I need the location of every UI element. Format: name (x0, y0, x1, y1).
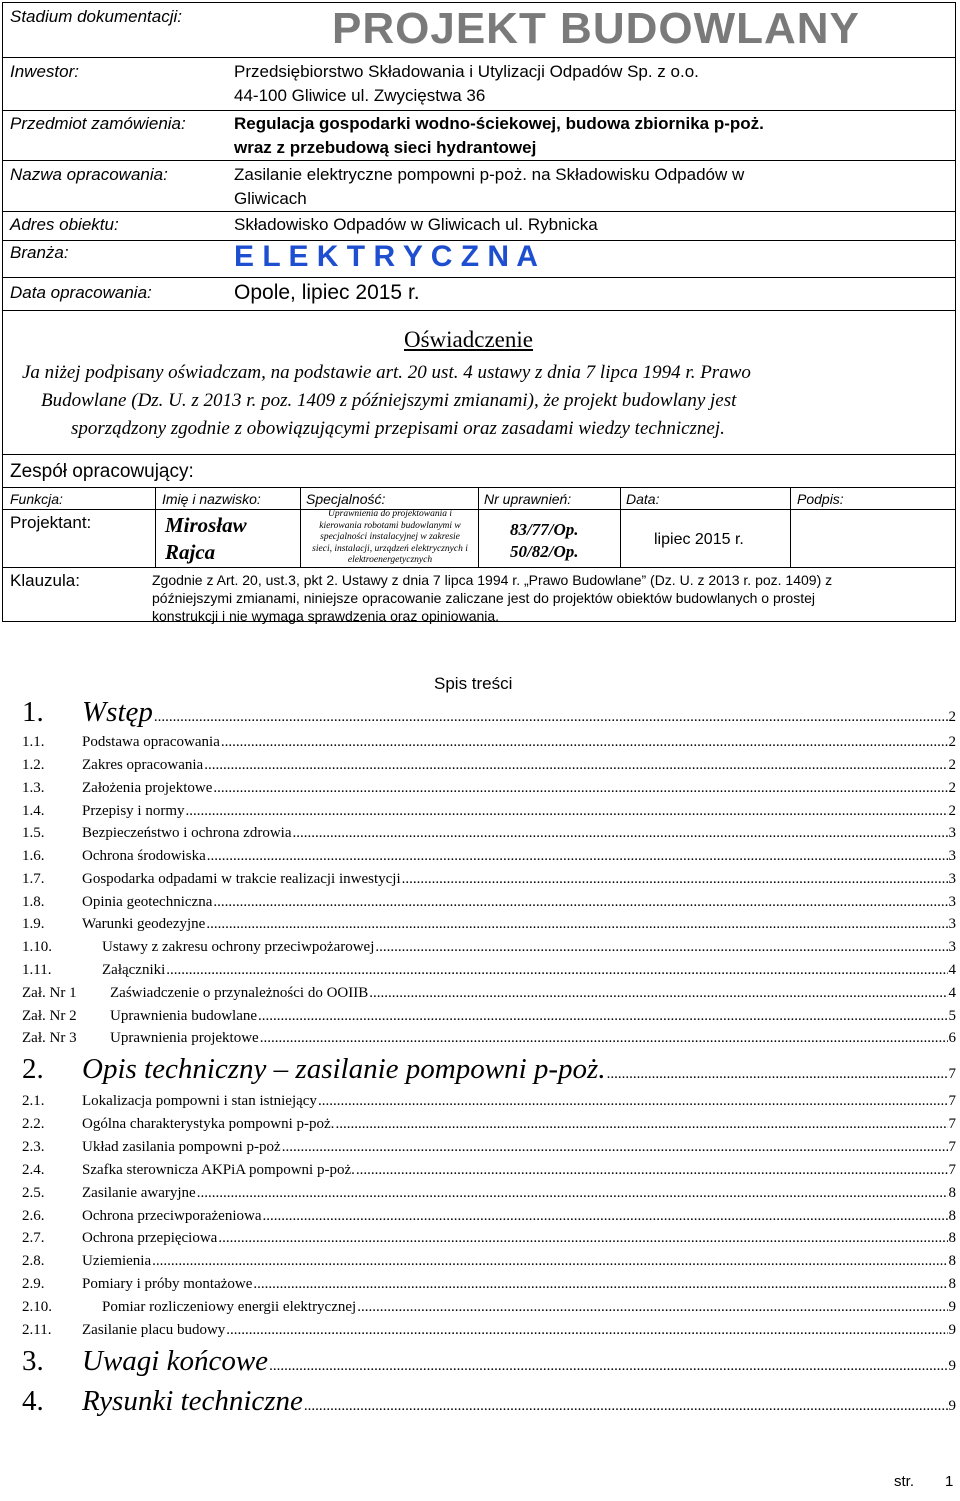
toc-entry-page: 8 (948, 1253, 956, 1269)
page-number: 1 (945, 1473, 954, 1490)
toc-entry-number: 3. (22, 1345, 44, 1377)
toc-entry[interactable] (22, 1276, 956, 1298)
toc-entry[interactable] (22, 1053, 956, 1093)
statement-title: Oświadczenie (404, 327, 533, 352)
specialty-line: kierowania robotami budowlanymi w (319, 520, 461, 531)
toc-leader-dots (152, 1253, 947, 1270)
subject-line-2: wraz z przebudową sieci hydrantowej (234, 138, 537, 157)
toc-entry-page: 9 (948, 1398, 956, 1414)
toc-entry-title: Układ zasilania pompowni p-poż (82, 1139, 281, 1155)
toc-entry-title: Uziemienia (82, 1253, 152, 1269)
toc-entry-page: 6 (948, 1030, 956, 1046)
column-divider (790, 487, 791, 567)
toc-entry-page: 2 (948, 803, 956, 819)
toc-entry-title: Opinia geotechniczna (82, 894, 213, 910)
toc-entry-title: Ochrona środowiska (82, 848, 206, 864)
toc-leader-dots (356, 1162, 948, 1179)
toc-leader-dots (197, 1185, 948, 1202)
toc-leader-dots (154, 709, 948, 726)
toc-entry-page: 4 (948, 962, 956, 978)
subject-label: Przedmiot zamówienia: (10, 114, 186, 133)
divider (2, 310, 956, 311)
clause-line-1: Zgodnie z Art. 20, ust.3, pkt 2. Ustawy z dnia 7 lipca 1994 r. „Prawo Budowlane” (Dz. U. z 2013 r. poz. 1409) z (152, 572, 833, 588)
toc-leader-dots (207, 848, 948, 865)
toc-entry-page: 7 (948, 1066, 956, 1082)
toc-leader-dots (282, 1139, 948, 1156)
toc-entry[interactable] (22, 1230, 956, 1252)
toc-entry-title: Ochrona przepięciowa (82, 1230, 218, 1246)
toc-entry-title: Uprawnienia budowlane (110, 1008, 258, 1024)
specialty-line: sieci, instalacji, urządzeń elektrycznych i (312, 543, 468, 554)
toc-entry-title: Ochrona przeciwporażeniowa (82, 1208, 262, 1224)
toc-leader-dots (269, 1358, 947, 1375)
toc-entry[interactable] (22, 1008, 956, 1030)
col-signature: Podpis: (797, 491, 844, 507)
toc-entry-title: Wstęp (82, 696, 153, 728)
toc-entry-page: 8 (948, 1276, 956, 1292)
toc-entry[interactable] (22, 985, 956, 1007)
toc-entry-page: 8 (948, 1185, 956, 1201)
designer-name-last: Rajca (165, 540, 216, 564)
toc-entry-number: 2.8. (22, 1253, 45, 1269)
toc-entry-page: 3 (948, 825, 956, 841)
page-label: str. (894, 1473, 915, 1490)
toc-entry-page: 5 (948, 1008, 956, 1024)
toc-leader-dots (318, 1093, 948, 1110)
toc-entry-number: 1.4. (22, 803, 45, 819)
toc-entry-number: 1.9. (22, 916, 45, 932)
toc-entry-number: 1.6. (22, 848, 45, 864)
toc-entry[interactable] (22, 780, 956, 802)
toc-leader-dots (226, 1322, 947, 1339)
toc-entry[interactable] (22, 1385, 956, 1425)
toc-entry-page: 3 (948, 871, 956, 887)
toc-entry-number: 2.10. (22, 1299, 52, 1315)
toc-leader-dots (357, 1299, 947, 1316)
toc-entry-number: 4. (22, 1385, 44, 1417)
toc-entry-number: 1.3. (22, 780, 45, 796)
toc-entry-number: 1.7. (22, 871, 45, 887)
document-name-line-2: Gliwicach (234, 189, 307, 208)
license-number-1: 83/77/Op. (510, 520, 579, 539)
toc-entry[interactable] (22, 848, 956, 870)
toc-entry-number: 2.1. (22, 1093, 45, 1109)
toc-leader-dots (293, 825, 948, 842)
document-stage-title: PROJEKT BUDOWLANY (332, 4, 860, 53)
toc-entry-page: 7 (948, 1162, 956, 1178)
divider (2, 211, 956, 212)
toc-entry-page: 9 (948, 1358, 956, 1374)
toc-entry-title: Przepisy i normy (82, 803, 185, 819)
toc-entry-title: Założenia projektowe (82, 780, 213, 796)
discipline-label: Branża: (10, 243, 69, 262)
toc-leader-dots (402, 871, 948, 888)
toc-entry[interactable] (22, 696, 956, 736)
toc-entry-title: Uprawnienia projektowe (110, 1030, 259, 1046)
toc-entry-number: 1.11. (22, 962, 52, 978)
toc-leader-dots (218, 1230, 947, 1247)
toc-entry[interactable] (22, 871, 956, 893)
toc-entry[interactable] (22, 1322, 956, 1344)
divider (2, 509, 956, 510)
col-specialty: Specjalność: (306, 491, 386, 507)
toc-title: Spis treści (434, 674, 513, 693)
statement-line-2: Budowlane (Dz. U. z 2013 r. poz. 1409 z późniejszymi zmianami), że projekt budowlany jest (41, 390, 737, 411)
toc-entry[interactable] (22, 1093, 956, 1115)
license-number-2: 50/82/Op. (510, 542, 579, 561)
toc-entry-title: Zaświadczenie o przynależności do OOIIB (110, 985, 369, 1001)
document-name-line-1: Zasilanie elektryczne pompowni p-poż. na Składowisku Odpadów w (234, 165, 745, 184)
designer-date: lipiec 2015 r. (654, 531, 744, 548)
toc-leader-dots (304, 1398, 948, 1415)
toc-entry-title: Gospodarka odpadami w trakcie realizacji inwestycji (82, 871, 401, 887)
col-function: Funkcja: (10, 491, 63, 507)
toc-leader-dots (607, 1066, 948, 1083)
toc-entry-number: 2.4. (22, 1162, 45, 1178)
toc-leader-dots (369, 985, 947, 1002)
clause-line-3: konstrukcji i nie wymaga sprawdzenia oraz opiniowania. (152, 608, 500, 624)
toc-leader-dots (213, 780, 947, 797)
toc-entry-title: Ustawy z zakresu ochrony przeciwpożarowej (102, 939, 375, 955)
toc-entry-number: Zał. Nr 2 (22, 1008, 77, 1024)
toc-entry-page: 3 (948, 894, 956, 910)
date-label: Data opracowania: (10, 283, 152, 302)
designer-name-first: Mirosław (165, 513, 247, 537)
toc-entry-page: 2 (948, 780, 956, 796)
stadium-label: Stadium dokumentacji: (10, 7, 182, 26)
toc-leader-dots (263, 1208, 948, 1225)
toc-entry[interactable] (22, 962, 956, 984)
subject-line-1: Regulacja gospodarki wodno-ściekowej, budowa zbiornika p-poż. (234, 114, 764, 133)
specialty-line: elektroenergetycznych (347, 555, 433, 565)
toc-entry[interactable] (22, 1185, 956, 1207)
toc-entry[interactable] (22, 1162, 956, 1184)
toc-leader-dots (260, 1030, 948, 1047)
toc-entry-number: 2.6. (22, 1208, 45, 1224)
toc-leader-dots (253, 1276, 947, 1293)
toc-entry-number: 2.3. (22, 1139, 45, 1155)
col-license: Nr uprawnień: (484, 491, 572, 507)
toc-entry-number: Zał. Nr 3 (22, 1030, 77, 1046)
toc-leader-dots (206, 916, 947, 933)
toc-leader-dots (186, 803, 948, 820)
toc-entry-page: 3 (948, 916, 956, 932)
toc-leader-dots (375, 939, 947, 956)
toc-entry-number: 2.7. (22, 1230, 45, 1246)
toc-entry-number: 2.11. (22, 1322, 52, 1338)
toc-entry[interactable] (22, 1116, 956, 1138)
address-value: Składowisko Odpadów w Gliwicach ul. Rybnicka (234, 215, 598, 234)
toc-entry-title: Załączniki (102, 962, 166, 978)
toc-entry[interactable] (22, 734, 956, 756)
divider (2, 454, 956, 455)
toc-entry[interactable] (22, 803, 956, 825)
toc-entry-title: Warunki geodezyjne (82, 916, 206, 932)
divider (2, 160, 956, 161)
toc-entry-number: 2.2. (22, 1116, 45, 1132)
toc-leader-dots (166, 962, 947, 979)
toc-entry-page: 9 (948, 1322, 956, 1338)
specialty-line: Uprawnienia do projektowania i (328, 509, 452, 519)
toc-entry[interactable] (22, 757, 956, 779)
clause-line-2: późniejszymi zmianami, niniejsze opracowanie zaliczane jest do projektów obiektów budowlanych o prostej (152, 590, 816, 606)
toc-entry-title: Rysunki techniczne (82, 1385, 303, 1417)
toc-leader-dots (204, 757, 947, 774)
toc-entry-title: Zakres opracowania (82, 757, 204, 773)
toc-entry-number: 2.9. (22, 1276, 45, 1292)
toc-entry-title: Lokalizacja pompowni i stan istniejący (82, 1093, 317, 1109)
toc-leader-dots (335, 1116, 947, 1133)
divider (2, 277, 956, 278)
toc-entry-title: Zasilanie placu budowy (82, 1322, 226, 1338)
toc-entry-title: Ogólna charakterystyka pompowni p-poż. (82, 1116, 335, 1132)
team-title: Zespół opracowujący: (10, 461, 194, 482)
toc-entry-page: 9 (948, 1299, 956, 1315)
toc-entry-number: 2.5. (22, 1185, 45, 1201)
divider (2, 57, 956, 58)
toc-entry[interactable] (22, 1345, 956, 1385)
specialty-line: specjalności instalacyjnej w zakresie (320, 532, 460, 542)
toc-entry-title: Opis techniczny – zasilanie pompowni p-poż. (82, 1053, 606, 1085)
toc-entry-page: 2 (948, 734, 956, 750)
discipline-value: E L E K T R Y C Z N A (234, 240, 538, 273)
toc-leader-dots (221, 734, 948, 751)
investor-line-2: 44-100 Gliwice ul. Zwycięstwa 36 (234, 86, 486, 105)
column-divider (300, 487, 301, 567)
divider (2, 487, 956, 488)
toc-entry-number: Zał. Nr 1 (22, 985, 77, 1001)
toc-entry-title: Pomiar rozliczeniowy energii elektrycznej (102, 1299, 357, 1315)
toc-entry-number: 1.5. (22, 825, 45, 841)
toc-entry-number: 1.2. (22, 757, 45, 773)
investor-line-1: Przedsiębiorstwo Składowania i Utylizacji Odpadów Sp. z o.o. (234, 62, 699, 81)
toc-entry-page: 2 (948, 757, 956, 773)
toc-entry-page: 3 (948, 939, 956, 955)
toc-entry[interactable] (22, 1299, 956, 1321)
divider (2, 567, 956, 568)
toc-entry[interactable] (22, 916, 956, 938)
designer-role: Projektant: (10, 513, 92, 532)
toc-entry-title: Bezpieczeństwo i ochrona zdrowia (82, 825, 292, 841)
statement-line-3: sporządzony zgodnie z obowiązującymi przepisami oraz zasadami wiedzy technicznej. (71, 418, 725, 439)
toc-entry-page: 3 (948, 848, 956, 864)
toc-entry[interactable] (22, 894, 956, 916)
toc-entry-page: 4 (948, 985, 956, 1001)
toc-leader-dots (213, 894, 947, 911)
toc-entry[interactable] (22, 1139, 956, 1161)
statement-line-1: Ja niżej podpisany oświadczam, na podstawie art. 20 ust. 4 ustawy z dnia 7 lipca 1994 r. Prawo (22, 362, 751, 383)
toc-leader-dots (258, 1008, 947, 1025)
toc-entry-number: 1. (22, 696, 44, 728)
address-label: Adres obiektu: (10, 215, 119, 234)
toc-entry-page: 8 (948, 1230, 956, 1246)
investor-label: Inwestor: (10, 62, 79, 81)
toc-entry-title: Szafka sterownicza AKPiA pompowni p-poż. (82, 1162, 355, 1178)
col-name: Imię i nazwisko: (162, 491, 261, 507)
column-divider (478, 487, 479, 567)
toc-entry-number: 1.10. (22, 939, 52, 955)
toc-entry-page: 7 (948, 1093, 956, 1109)
toc-entry-title: Zasilanie awaryjne (82, 1185, 196, 1201)
toc-entry-page: 7 (948, 1139, 956, 1155)
toc-entry-number: 1.1. (22, 734, 45, 750)
toc-entry-title: Pomiary i próby montażowe (82, 1276, 253, 1292)
date-value: Opole, lipiec 2015 r. (234, 281, 420, 304)
toc-entry[interactable] (22, 1253, 956, 1275)
toc-entry-title: Podstawa opracowania (82, 734, 220, 750)
toc-entry-page: 8 (948, 1208, 956, 1224)
toc-entry-title: Uwagi końcowe (82, 1345, 269, 1377)
column-divider (155, 487, 156, 567)
toc-entry[interactable] (22, 825, 956, 847)
divider (2, 110, 956, 111)
designer-specialty (302, 509, 478, 567)
toc-entry[interactable] (22, 1030, 956, 1052)
toc-entry[interactable] (22, 939, 956, 961)
toc-entry-page: 7 (948, 1116, 956, 1132)
toc-entry-number: 2. (22, 1053, 44, 1085)
column-divider (620, 487, 621, 567)
toc-entry-number: 1.8. (22, 894, 45, 910)
toc-entry-page: 2 (948, 709, 956, 725)
document-name-label: Nazwa opracowania: (10, 165, 168, 184)
col-date: Data: (626, 491, 660, 507)
clause-label: Klauzula: (10, 571, 80, 590)
toc-entry[interactable] (22, 1208, 956, 1230)
